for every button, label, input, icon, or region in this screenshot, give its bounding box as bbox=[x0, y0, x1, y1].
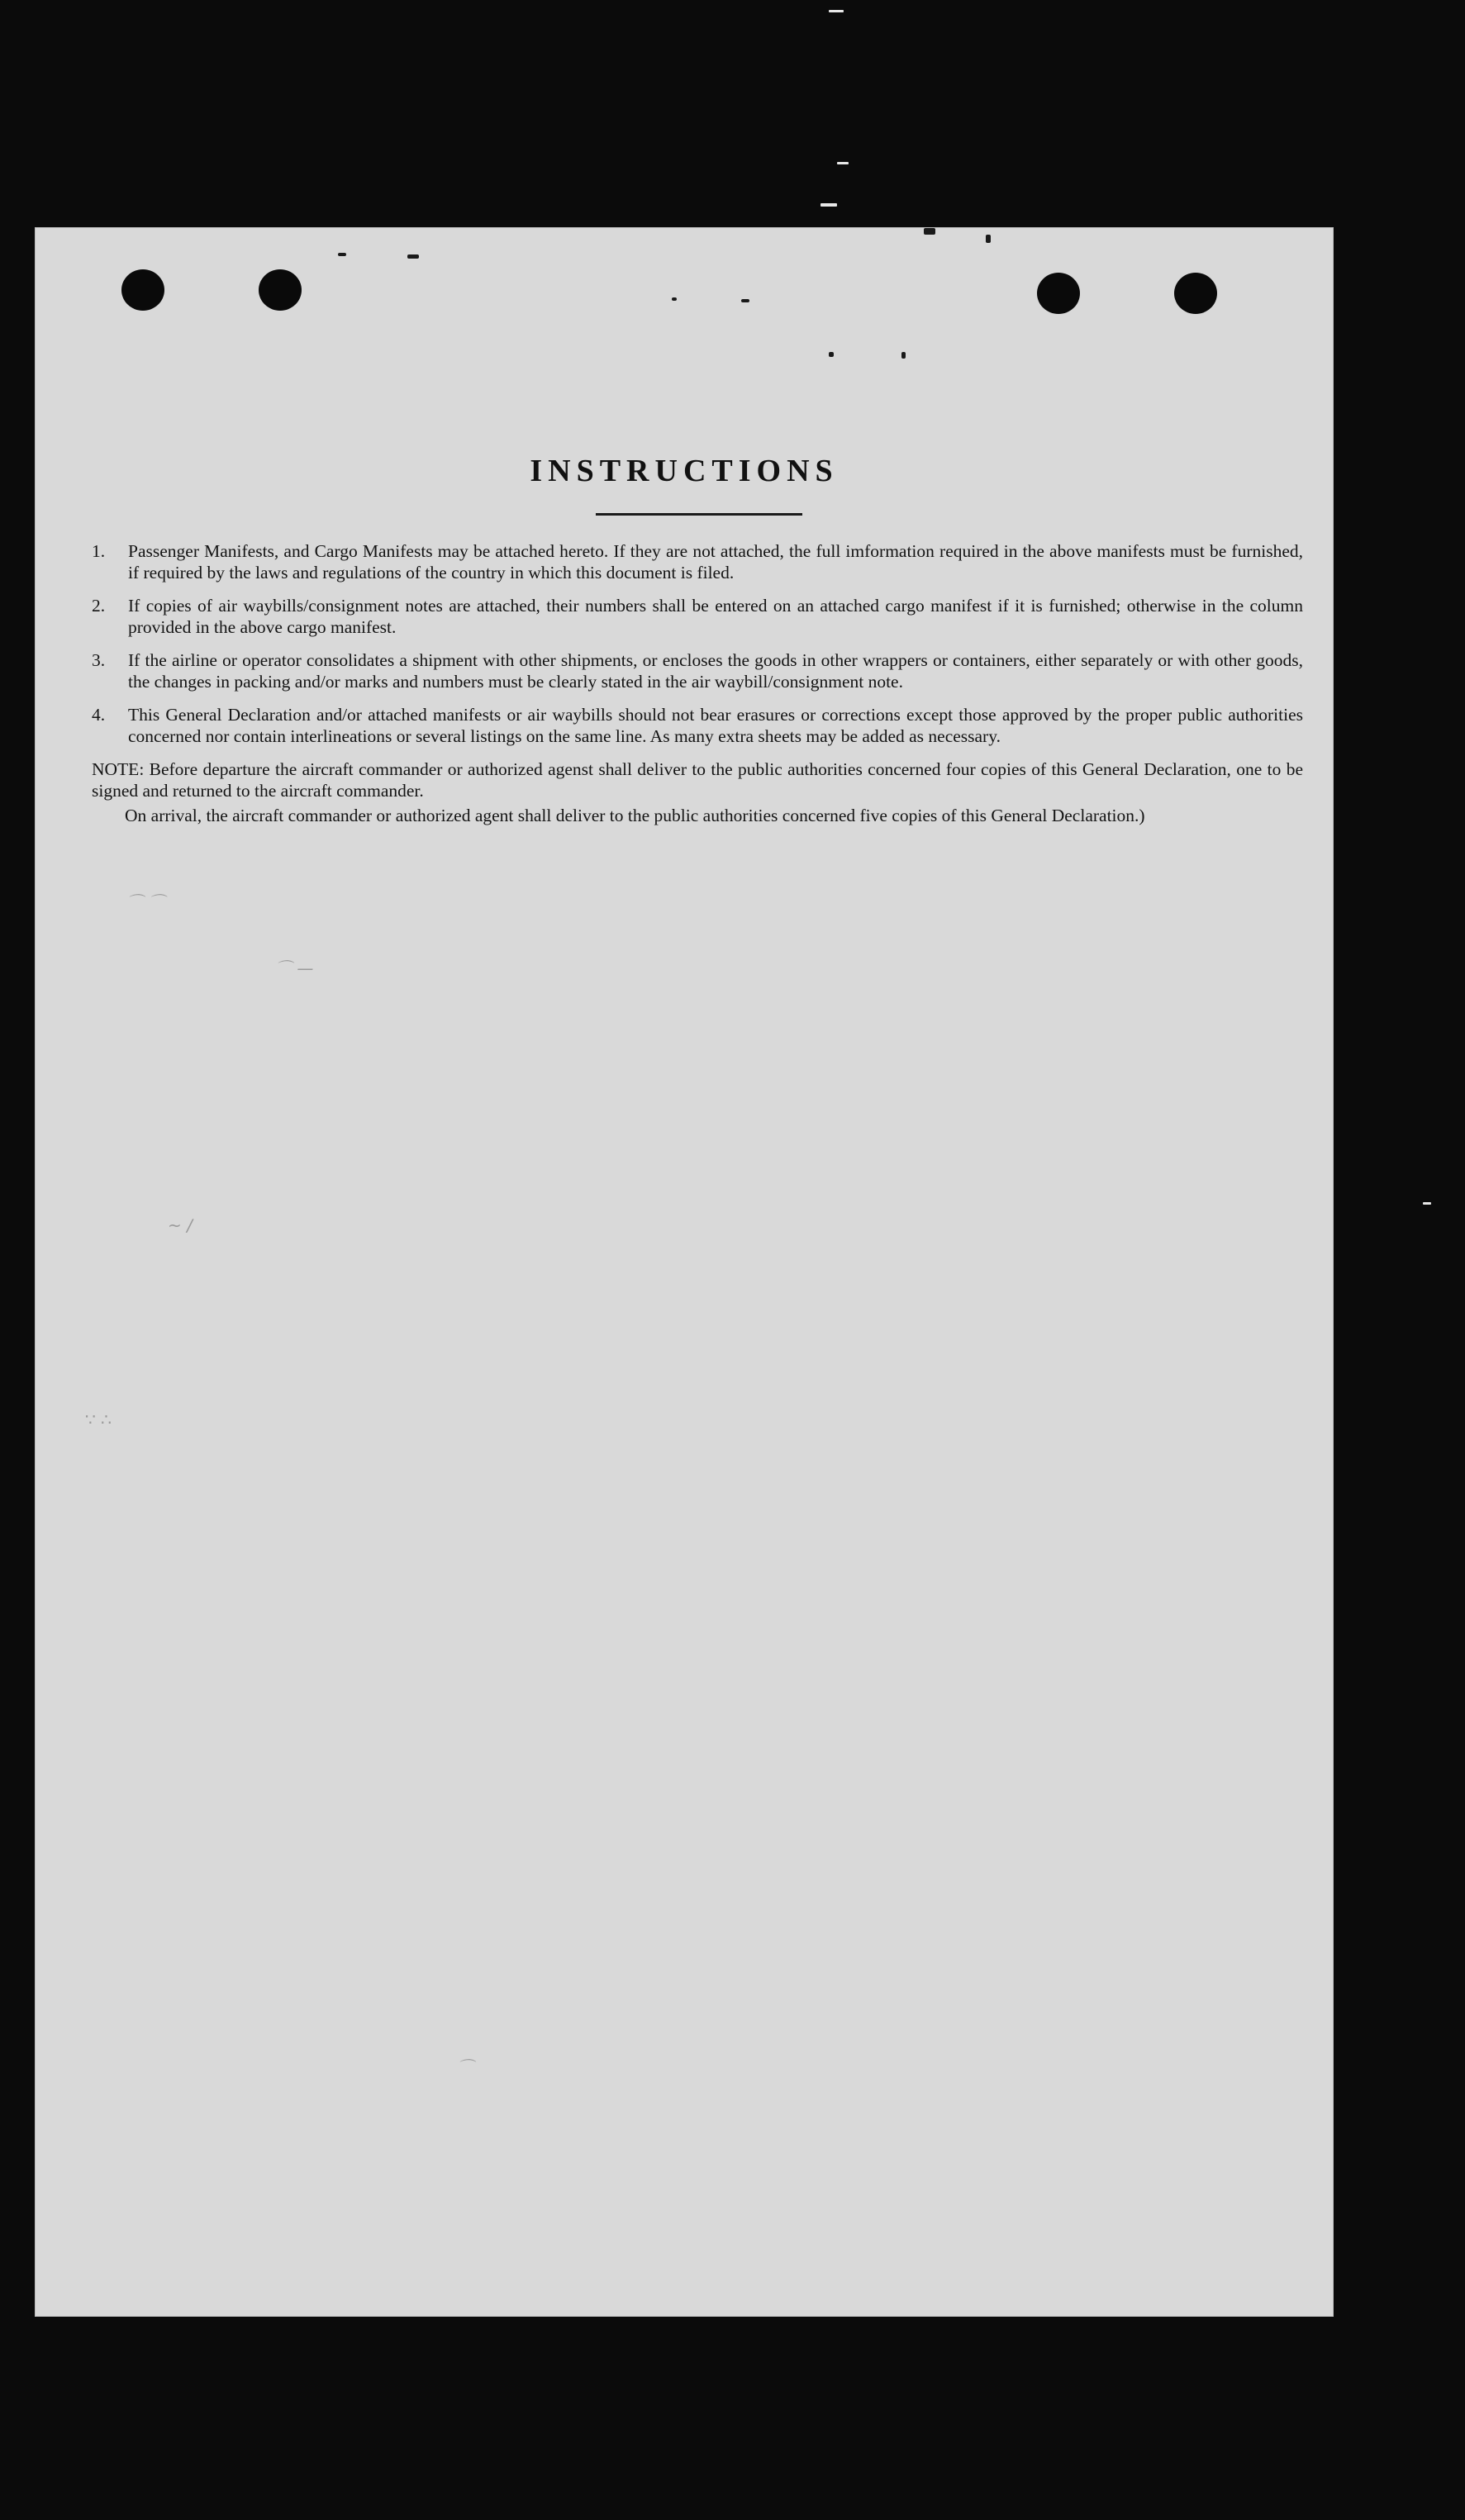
faint-pencil-mark: ⌒ — bbox=[275, 958, 314, 978]
document-page bbox=[36, 228, 1333, 2316]
film-speck bbox=[1423, 1202, 1431, 1205]
note-departure: NOTE: Before departure the aircraft commander or authorized agenst shall deliver to the public authorities concerned four copies of this General Declaration, one to be signed and returned to the aircraft commander. bbox=[92, 759, 1303, 801]
title-underline bbox=[596, 513, 802, 516]
film-speck bbox=[820, 203, 837, 207]
note-arrival: On arrival, the aircraft commander or authorized agent shall deliver to the public authorities concerned five copies of this General Declaration.) bbox=[125, 806, 1145, 825]
ink-speck bbox=[338, 253, 346, 256]
item-number: 4. bbox=[92, 705, 106, 725]
punch-hole-4 bbox=[1174, 273, 1217, 314]
punch-hole-1 bbox=[121, 269, 164, 311]
faint-pencil-mark: ⌒ ⌒ bbox=[126, 892, 165, 912]
item-text: Passenger Manifests, and Cargo Manifests may be attached hereto. If they are not attached, the full imformation required in the above manifests must be furnished, if required by the laws and regulations of the country in which this document is filed. bbox=[128, 541, 1303, 582]
ink-speck bbox=[829, 352, 834, 357]
film-speck bbox=[829, 10, 844, 12]
instruction-item bbox=[92, 540, 1303, 583]
item-text: If copies of air waybills/consignment notes are attached, their numbers shall be entered on an attached cargo manifest if it is furnished; otherwise in the column provided in the above cargo manifest. bbox=[128, 596, 1303, 637]
ink-speck bbox=[407, 254, 419, 259]
instruction-item bbox=[92, 704, 1303, 747]
page-title: INSTRUCTIONS bbox=[530, 454, 839, 488]
item-number: 1. bbox=[92, 541, 106, 561]
instructions-list bbox=[92, 540, 1303, 826]
item-text: If the airline or operator consolidates a shipment with other shipments, or encloses the goods in other wrappers or containers, either separately or with other goods, the changes in packing and/or marks and numbers must be clearly stated in the air waybill/consignment note. bbox=[128, 650, 1303, 692]
punch-hole-2 bbox=[259, 269, 302, 311]
faint-pencil-mark: ⌒ bbox=[457, 2057, 473, 2077]
faint-pencil-mark: ~ ∕ bbox=[168, 1215, 193, 1235]
ink-speck bbox=[986, 235, 991, 243]
faint-pencil-mark: ∵ ∴ bbox=[85, 1410, 112, 1429]
film-speck bbox=[837, 162, 849, 164]
item-number: 2. bbox=[92, 596, 106, 616]
instruction-item bbox=[92, 649, 1303, 692]
ink-speck bbox=[901, 352, 906, 359]
item-text: This General Declaration and/or attached manifests or air waybills should not bear erasures or corrections except those approved by the proper public authorities concerned nor contain interlineations or several listings on the same line. As many extra sheets may be added as necessary. bbox=[128, 705, 1303, 746]
instruction-item bbox=[92, 595, 1303, 638]
ink-speck bbox=[924, 228, 935, 235]
punch-hole-3 bbox=[1037, 273, 1080, 314]
ink-speck bbox=[672, 297, 677, 301]
ink-speck bbox=[741, 299, 749, 302]
item-number: 3. bbox=[92, 650, 106, 670]
